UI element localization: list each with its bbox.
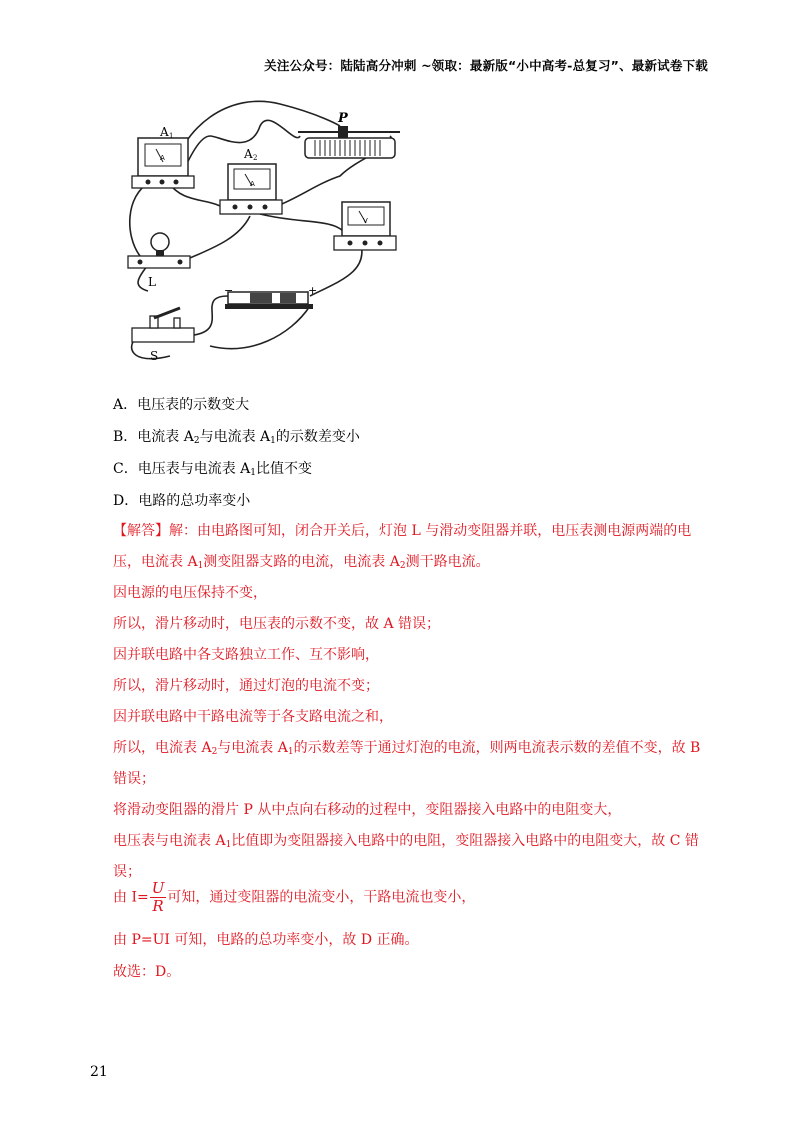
ammeter-a2-dial-label: A (250, 180, 255, 188)
battery-minus-label: − (224, 284, 234, 297)
page-header: 关注公众号：陆陆高分冲刺 ~领取：最新版“小中高考-总复习”、最新试卷下载 (264, 58, 708, 73)
rheostat-label: P (338, 111, 348, 126)
option-d: D．电路的总功率变小 (113, 493, 251, 509)
battery-plus-label: + (308, 284, 318, 297)
switch-s (132, 308, 194, 363)
ammeter-a2 (220, 147, 282, 214)
answer-line-3: 因电源的电压保持不变， (113, 585, 267, 601)
answer-tag: 【解答】 (113, 523, 169, 539)
rheostat-p (298, 111, 400, 158)
ammeter-a2-label: A (244, 147, 253, 161)
answer-line-10: 将滑动变阻器的滑片 P 从中点向右移动的过程中，变阻器接入电路中的电阻变大， (113, 802, 622, 818)
ammeter-a1 (132, 125, 194, 188)
ammeter-a1-subscript: 1 (169, 132, 174, 140)
answer-line-1: 【解答】解：由电路图可知，闭合开关后，灯泡 L 与滑动变阻器并联，电压表测电源两端的电 (113, 523, 692, 539)
voltmeter-dial-label: V (363, 217, 368, 225)
switch-label: S (150, 349, 159, 363)
answer-line-9: 错误； (113, 771, 155, 787)
answer-line-14: 由 P=UI 可知，电路的总功率变小，故 D 正确。 (113, 932, 419, 948)
option-a: A．电压表的示数变大 (113, 397, 250, 413)
lamp-label: L (148, 275, 156, 289)
answer-line-6: 所以，滑片移动时，通过灯泡的电流不变； (113, 678, 379, 694)
page-number: 21 (90, 1064, 108, 1080)
answer-line-8: 所以，电流表 $A_2$与电流表 $A_1$的示数差等于通过灯泡的电流，则两电流表示数的差值不变，故 B (113, 740, 701, 757)
ammeter-a1-label: A (160, 125, 169, 139)
circuit-diagram (110, 96, 410, 378)
voltmeter (334, 202, 396, 250)
answer-line-12: 误； (113, 864, 141, 880)
answer-line-7: 因并联电路中干路电流等于各支路电流之和， (113, 709, 393, 725)
lamp-l (128, 233, 190, 289)
option-c: C．电压表与电流表 $A_1$比值不变 (113, 461, 313, 478)
answer-line-4: 所以，滑片移动时，电压表的示数不变，故 A 错误； (113, 616, 441, 632)
answer-line-13: 由 I= $\frac{U}{R}$ 可知，通过变阻器的电流变小，干路电流也变小， (113, 879, 476, 915)
ammeter-a1-dial-label: A (160, 154, 165, 162)
answer-line-15: 故选：D。 (113, 964, 181, 980)
battery (224, 284, 317, 309)
answer-line-5: 因并联电路中各支路独立工作、互不影响， (113, 647, 379, 663)
answer-line-2: 压，电流表 $A_1$测变阻器支路的电流，电流表 $A_2$测干路电流。 (113, 554, 490, 571)
ammeter-a2-subscript: 2 (253, 154, 258, 162)
fraction-u-over-r: $\frac{U}{R}$ (151, 879, 165, 915)
answer-line-11: 电压表与电流表 $A_1$比值即为变阻器接入电路中的电阻，变阻器接入电路中的电阻变大，故 C 错 (113, 833, 699, 850)
option-b: B．电流表 $A_2$与电流表 $A_1$的示数差变小 (113, 429, 360, 446)
